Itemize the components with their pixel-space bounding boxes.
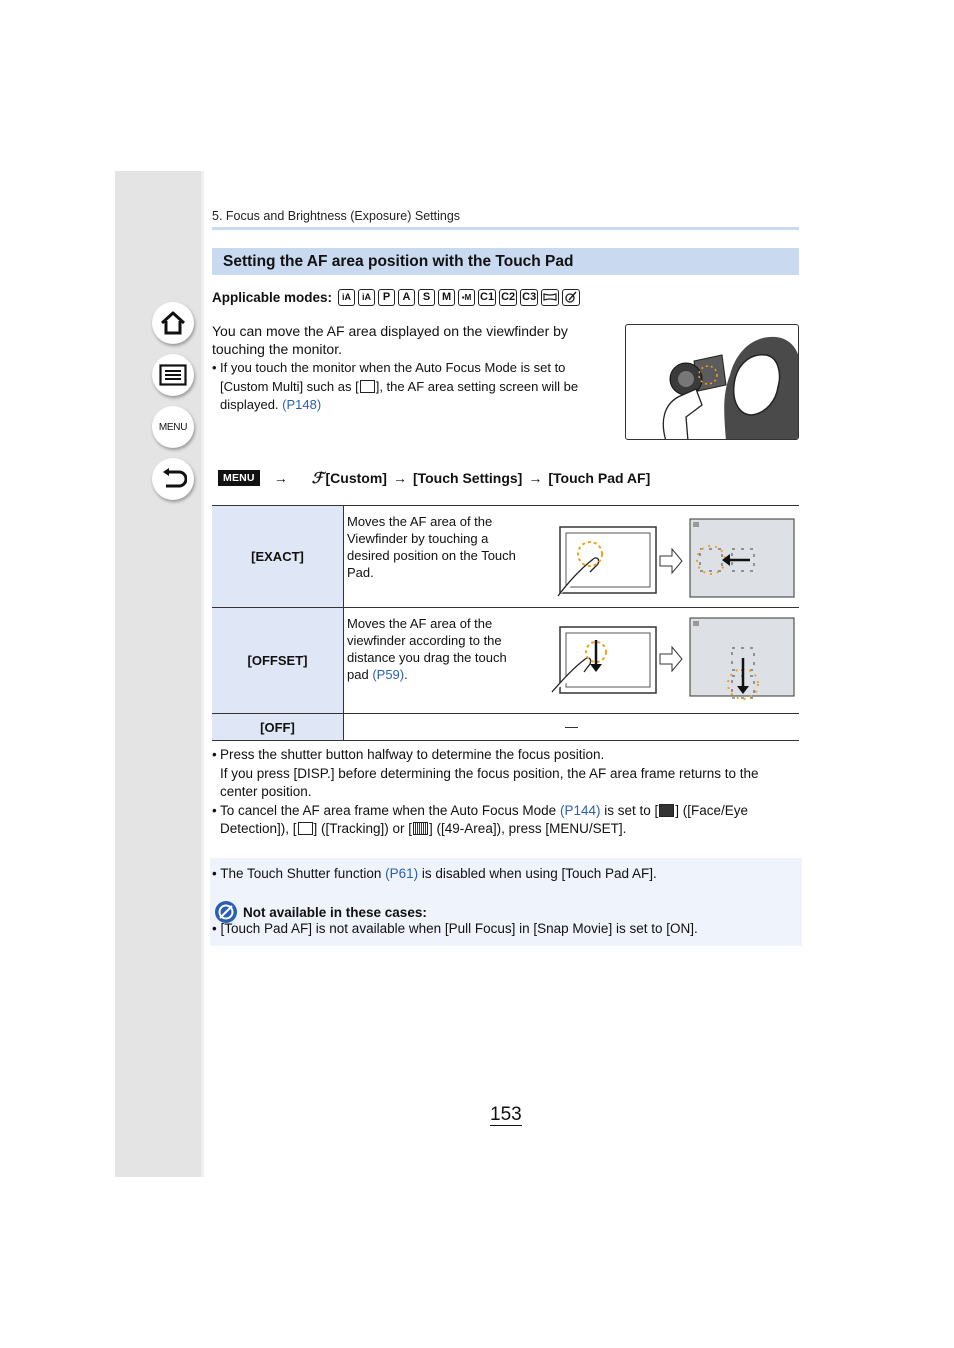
note-item (212, 802, 799, 839)
back-arrow-icon (159, 467, 187, 491)
section-header (212, 248, 799, 275)
mode-s-icon: S (418, 289, 435, 306)
table-row (212, 608, 799, 714)
mode-panorama-icon (541, 289, 559, 306)
mode-p-icon: P (378, 289, 395, 306)
path-arrow: → (528, 470, 543, 486)
mode-c3-icon: C3 (520, 289, 538, 306)
intro-bullet (212, 359, 612, 415)
path-touch-pad-af: [Touch Pad AF] (548, 470, 651, 486)
tracking-icon (298, 822, 313, 835)
mode-creative-icon (562, 289, 580, 306)
info-text: The Touch Shutter function (220, 866, 386, 881)
exact-touch-illustration (550, 516, 802, 601)
offset-desc-end: . (404, 667, 408, 682)
path-custom: [Custom] (325, 470, 387, 486)
not-available-detail: [Touch Pad AF] is not available when [Pull Focus] in [Snap Movie] is set to [ON]. (220, 921, 698, 936)
offset-desc-text: Moves the AF area of the viewfinder according to the distance you drag the touch pad (347, 616, 507, 682)
note-text: Press the shutter button halfway to determine the focus position. (220, 747, 605, 762)
menu-button[interactable] (152, 406, 194, 448)
list-icon (159, 364, 187, 386)
note-text: To cancel the AF area frame when the Auto Focus Mode (220, 802, 560, 818)
note-text: is set to [ (600, 802, 659, 818)
section-title: Setting the AF area position with the Touch Pad (223, 252, 574, 270)
table-key: [OFFSET] (212, 608, 344, 713)
mode-a-icon: A (398, 289, 415, 306)
menu-tag: MENU (218, 470, 260, 486)
link-p61[interactable]: (P61) (385, 866, 419, 881)
table-desc: — (565, 719, 578, 734)
note-text: ] ([49-Area]), press [MENU/SET]. (429, 821, 627, 836)
menu-button-label: MENU (158, 421, 188, 433)
table-row (212, 714, 799, 740)
offset-drag-illustration (550, 616, 802, 708)
viewfinder-photo (625, 324, 799, 440)
breadcrumb: 5. Focus and Brightness (Exposure) Settings (212, 209, 461, 223)
breadcrumb-divider (212, 227, 799, 230)
notes (212, 746, 799, 839)
path-arrow: → (273, 470, 288, 486)
not-available-title: Not available in these cases: (243, 904, 427, 920)
bullet-dot: • (212, 747, 217, 762)
table-value (344, 506, 799, 607)
table-key: [OFF] (212, 714, 344, 740)
table-value (344, 714, 799, 740)
bullet-dot: • (212, 802, 217, 818)
mode-c1-icon: C1 (478, 289, 496, 306)
table-key: [EXACT] (212, 506, 344, 607)
table-row (212, 506, 799, 608)
info-line: • The Touch Shutter function (P61) is disabled when using [Touch Pad AF]. (212, 866, 657, 881)
link-p148[interactable]: (P148) (282, 397, 322, 412)
info-text: is disabled when using [Touch Pad AF]. (418, 866, 657, 881)
path-arrow: → (392, 470, 407, 486)
mode-c2-icon: C2 (499, 289, 517, 306)
bullet-dot: • (212, 360, 217, 375)
path-touch-settings: [Touch Settings] (412, 470, 523, 486)
sidebar-edge (201, 171, 204, 1177)
intro-text: You can move the AF area displayed on the viewfinder by touching the monitor. (212, 323, 568, 357)
link-p144[interactable]: (P144) (559, 802, 601, 818)
mode-movie-m-icon: ▪M (458, 289, 475, 306)
note-item (212, 746, 799, 802)
not-available-text: • [Touch Pad AF] is not available when [Pull Focus] in [Snap Movie] is set to [ON]. (212, 921, 698, 936)
info-box (210, 858, 802, 946)
intro-bullet-text (212, 359, 612, 415)
home-icon (159, 310, 187, 336)
settings-table (212, 505, 799, 741)
applicable-modes (212, 287, 583, 307)
contents-button[interactable] (152, 354, 194, 396)
intro-bullet-before: If you touch the monitor when the Auto Focus Mode is set to [Custom Multi] such as [ (220, 360, 566, 394)
intro-bullet-after: ], the AF area setting screen will be displayed. (220, 378, 579, 412)
49-area-icon (413, 822, 428, 835)
face-eye-detection-icon (659, 804, 674, 817)
person-using-viewfinder-illustration (626, 325, 799, 440)
back-button[interactable] (152, 458, 194, 500)
table-value (344, 608, 799, 713)
applicable-modes-label: Applicable modes: (212, 289, 333, 305)
mode-ia-plus-icon: iA (358, 289, 375, 306)
mode-ia-icon: iA (338, 289, 355, 306)
note-text: ] ([Face/Eye Detection]), [ (220, 802, 749, 836)
home-button[interactable] (152, 302, 194, 344)
mode-m-icon: M (438, 289, 455, 306)
custom-multi-icon (360, 380, 375, 393)
menu-path (218, 468, 650, 488)
note-text: ] ([Tracking]) or [ (313, 821, 413, 836)
note-text: If you press [DISP.] before determining the focus position, the AF area frame returns to the center position. (220, 765, 759, 799)
page-number: 153 (490, 1104, 522, 1125)
custom-menu-icon: ℱ (311, 470, 324, 487)
link-p59[interactable]: (P59) (372, 667, 405, 682)
table-desc: Moves the AF area of the Viewfinder by touching a desired position on the Touch Pad. (347, 514, 516, 580)
table-desc (347, 615, 532, 683)
